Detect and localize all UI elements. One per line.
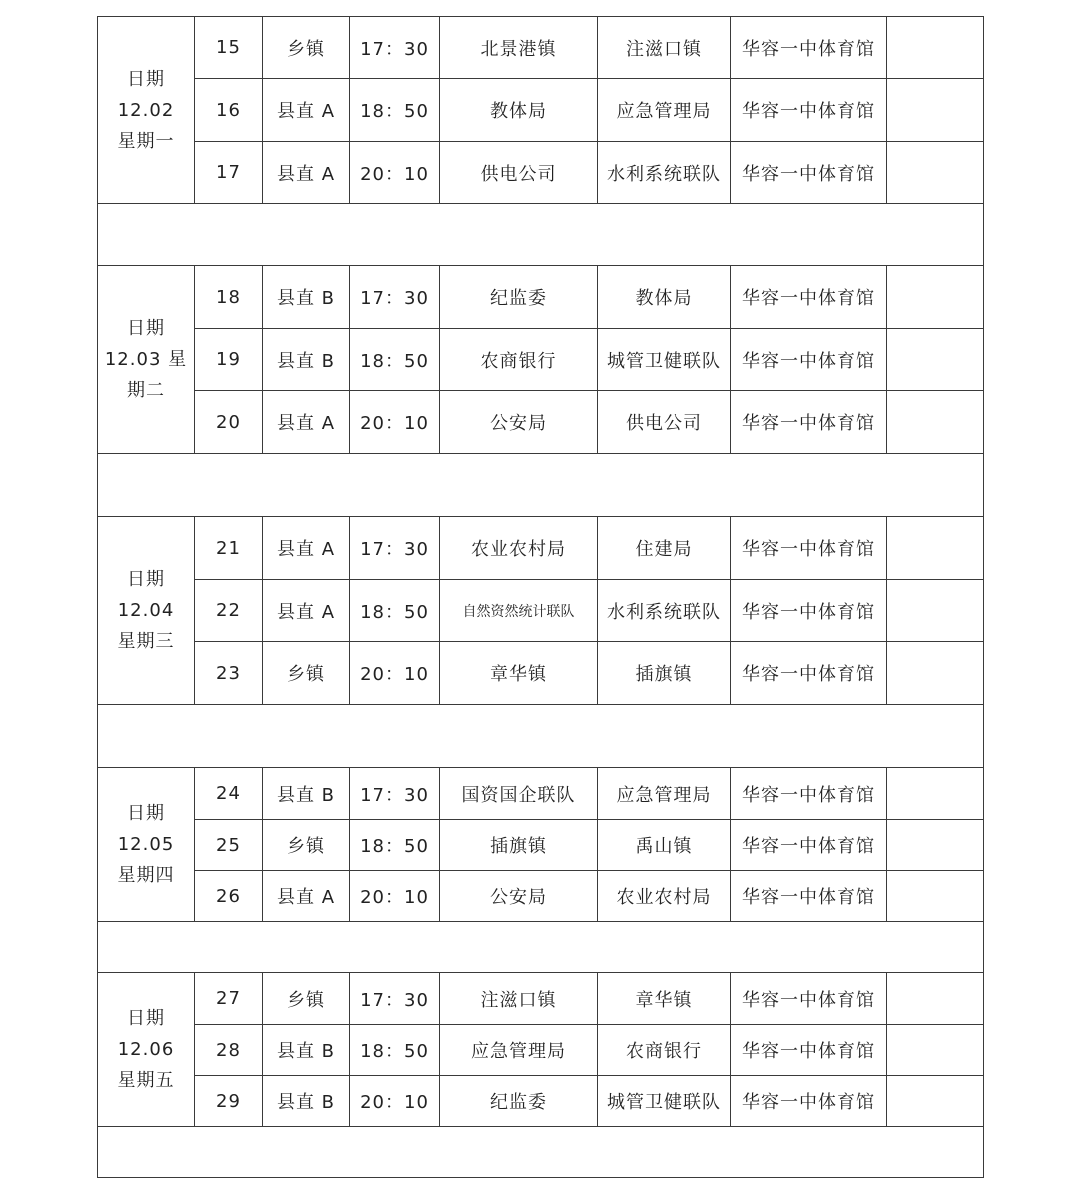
time-cell: 17：30 bbox=[350, 768, 440, 820]
note-cell bbox=[887, 266, 984, 329]
team-a-cell: 自然资然统计联队 bbox=[440, 580, 598, 642]
team-b-cell: 应急管理局 bbox=[598, 79, 731, 142]
match-row bbox=[98, 266, 984, 329]
group-cell: 乡镇 bbox=[263, 642, 350, 705]
team-b-cell: 章华镇 bbox=[598, 973, 731, 1025]
team-a-cell: 北景港镇 bbox=[440, 17, 598, 79]
match-row bbox=[98, 1025, 984, 1076]
date-cell bbox=[98, 517, 195, 705]
date-line: 星期五 bbox=[117, 1070, 175, 1091]
group-cell: 县直 B bbox=[263, 1076, 350, 1127]
team-b-cell: 禹山镇 bbox=[598, 820, 731, 871]
game-number-cell: 17 bbox=[195, 142, 263, 204]
team-b-cell: 水利系统联队 bbox=[598, 142, 731, 204]
date-line: 12.02 bbox=[117, 99, 175, 121]
team-b-cell: 供电公司 bbox=[598, 391, 731, 454]
venue-cell: 华容一中体育馆 bbox=[731, 142, 887, 204]
group-cell: 乡镇 bbox=[263, 17, 350, 79]
time-cell: 17：30 bbox=[350, 17, 440, 79]
date-line: 星期一 bbox=[117, 130, 175, 152]
group-cell: 县直 B bbox=[263, 1025, 350, 1076]
time-cell: 20：10 bbox=[350, 1076, 440, 1127]
time-cell: 18：50 bbox=[350, 329, 440, 391]
game-number-cell: 18 bbox=[195, 266, 263, 329]
time-cell: 18：50 bbox=[350, 820, 440, 871]
note-cell bbox=[887, 768, 984, 820]
team-b-cell: 农业农村局 bbox=[598, 871, 731, 922]
game-number-cell: 24 bbox=[195, 768, 263, 820]
blank-separator-cell bbox=[98, 1127, 984, 1178]
time-cell: 18：50 bbox=[350, 79, 440, 142]
date-line: 日期 bbox=[127, 318, 165, 339]
match-row bbox=[98, 871, 984, 922]
venue-cell: 华容一中体育馆 bbox=[731, 1025, 887, 1076]
match-row bbox=[98, 17, 984, 79]
date-line: 期二 bbox=[127, 380, 165, 401]
team-b-cell: 农商银行 bbox=[598, 1025, 731, 1076]
time-cell: 18：50 bbox=[350, 580, 440, 642]
note-cell bbox=[887, 1076, 984, 1127]
date-line: 12.03 星 bbox=[104, 349, 188, 370]
team-a-cell: 教体局 bbox=[440, 79, 598, 142]
venue-cell: 华容一中体育馆 bbox=[731, 1076, 887, 1127]
match-row bbox=[98, 642, 984, 705]
blank-separator-cell bbox=[98, 705, 984, 768]
note-cell bbox=[887, 1025, 984, 1076]
note-cell bbox=[887, 391, 984, 454]
venue-cell: 华容一中体育馆 bbox=[731, 768, 887, 820]
date-line: 12.06 bbox=[117, 1039, 175, 1060]
match-row bbox=[98, 517, 984, 580]
date-line: 日期 bbox=[127, 569, 165, 590]
note-cell bbox=[887, 973, 984, 1025]
game-number-cell: 26 bbox=[195, 871, 263, 922]
game-number-cell: 19 bbox=[195, 329, 263, 391]
team-b-cell: 教体局 bbox=[598, 266, 731, 329]
time-cell: 17：30 bbox=[350, 973, 440, 1025]
date-line: 12.04 bbox=[117, 600, 175, 621]
time-cell: 20：10 bbox=[350, 642, 440, 705]
group-cell: 县直 A bbox=[263, 517, 350, 580]
venue-cell: 华容一中体育馆 bbox=[731, 580, 887, 642]
note-cell bbox=[887, 17, 984, 79]
group-cell: 县直 A bbox=[263, 79, 350, 142]
team-a-cell: 农商银行 bbox=[440, 329, 598, 391]
team-b-cell: 应急管理局 bbox=[598, 768, 731, 820]
team-a-cell: 农业农村局 bbox=[440, 517, 598, 580]
team-a-cell: 应急管理局 bbox=[440, 1025, 598, 1076]
team-a-cell: 纪监委 bbox=[440, 1076, 598, 1127]
team-a-cell: 国资国企联队 bbox=[440, 768, 598, 820]
venue-cell: 华容一中体育馆 bbox=[731, 517, 887, 580]
day-separator-row bbox=[98, 1127, 984, 1178]
team-a-cell: 公安局 bbox=[440, 391, 598, 454]
group-cell: 县直 A bbox=[263, 580, 350, 642]
team-b-cell: 住建局 bbox=[598, 517, 731, 580]
note-cell bbox=[887, 580, 984, 642]
time-cell: 17：30 bbox=[350, 266, 440, 329]
time-cell: 20：10 bbox=[350, 871, 440, 922]
note-cell bbox=[887, 820, 984, 871]
team-a-cell: 注滋口镇 bbox=[440, 973, 598, 1025]
day-separator-row bbox=[98, 705, 984, 768]
venue-cell: 华容一中体育馆 bbox=[731, 79, 887, 142]
match-schedule-table bbox=[97, 16, 984, 1178]
blank-separator-cell bbox=[98, 204, 984, 266]
date-cell bbox=[98, 768, 195, 922]
match-row bbox=[98, 142, 984, 204]
note-cell bbox=[887, 142, 984, 204]
date-cell bbox=[98, 266, 195, 454]
venue-cell: 华容一中体育馆 bbox=[731, 17, 887, 79]
time-cell: 18：50 bbox=[350, 1025, 440, 1076]
venue-cell: 华容一中体育馆 bbox=[731, 820, 887, 871]
group-cell: 县直 B bbox=[263, 266, 350, 329]
venue-cell: 华容一中体育馆 bbox=[731, 266, 887, 329]
blank-separator-cell bbox=[98, 922, 984, 973]
date-line: 日期 bbox=[127, 1008, 165, 1029]
game-number-cell: 21 bbox=[195, 517, 263, 580]
group-cell: 县直 A bbox=[263, 871, 350, 922]
game-number-cell: 29 bbox=[195, 1076, 263, 1127]
blank-separator-cell bbox=[98, 454, 984, 517]
match-row bbox=[98, 973, 984, 1025]
date-line: 日期 bbox=[127, 803, 165, 824]
match-row bbox=[98, 1076, 984, 1127]
day-separator-row bbox=[98, 204, 984, 266]
date-cell bbox=[98, 973, 195, 1127]
venue-cell: 华容一中体育馆 bbox=[731, 391, 887, 454]
team-b-cell: 注滋口镇 bbox=[598, 17, 731, 79]
venue-cell: 华容一中体育馆 bbox=[731, 973, 887, 1025]
match-row bbox=[98, 329, 984, 391]
note-cell bbox=[887, 871, 984, 922]
team-b-cell: 插旗镇 bbox=[598, 642, 731, 705]
date-line: 星期四 bbox=[117, 865, 175, 886]
game-number-cell: 25 bbox=[195, 820, 263, 871]
game-number-cell: 28 bbox=[195, 1025, 263, 1076]
team-b-cell: 城管卫健联队 bbox=[598, 1076, 731, 1127]
time-cell: 17：30 bbox=[350, 517, 440, 580]
note-cell bbox=[887, 329, 984, 391]
note-cell bbox=[887, 517, 984, 580]
venue-cell: 华容一中体育馆 bbox=[731, 329, 887, 391]
date-line: 日期 bbox=[127, 68, 165, 90]
note-cell bbox=[887, 642, 984, 705]
venue-cell: 华容一中体育馆 bbox=[731, 642, 887, 705]
game-number-cell: 22 bbox=[195, 580, 263, 642]
group-cell: 县直 B bbox=[263, 329, 350, 391]
team-a-cell: 插旗镇 bbox=[440, 820, 598, 871]
match-row bbox=[98, 580, 984, 642]
group-cell: 乡镇 bbox=[263, 820, 350, 871]
team-a-cell: 供电公司 bbox=[440, 142, 598, 204]
team-a-cell: 纪监委 bbox=[440, 266, 598, 329]
date-line: 12.05 bbox=[117, 834, 175, 855]
time-cell: 20：10 bbox=[350, 391, 440, 454]
team-b-cell: 水利系统联队 bbox=[598, 580, 731, 642]
note-cell bbox=[887, 79, 984, 142]
match-row bbox=[98, 768, 984, 820]
match-row bbox=[98, 820, 984, 871]
match-row bbox=[98, 79, 984, 142]
date-cell bbox=[98, 17, 195, 204]
team-a-cell: 公安局 bbox=[440, 871, 598, 922]
venue-cell: 华容一中体育馆 bbox=[731, 871, 887, 922]
game-number-cell: 15 bbox=[195, 17, 263, 79]
game-number-cell: 16 bbox=[195, 79, 263, 142]
group-cell: 县直 A bbox=[263, 391, 350, 454]
game-number-cell: 27 bbox=[195, 973, 263, 1025]
match-row bbox=[98, 391, 984, 454]
day-separator-row bbox=[98, 454, 984, 517]
group-cell: 县直 A bbox=[263, 142, 350, 204]
group-cell: 县直 B bbox=[263, 768, 350, 820]
group-cell: 乡镇 bbox=[263, 973, 350, 1025]
time-cell: 20：10 bbox=[350, 142, 440, 204]
game-number-cell: 20 bbox=[195, 391, 263, 454]
team-a-cell: 章华镇 bbox=[440, 642, 598, 705]
day-separator-row bbox=[98, 922, 984, 973]
date-line: 星期三 bbox=[117, 631, 175, 652]
team-b-cell: 城管卫健联队 bbox=[598, 329, 731, 391]
game-number-cell: 23 bbox=[195, 642, 263, 705]
